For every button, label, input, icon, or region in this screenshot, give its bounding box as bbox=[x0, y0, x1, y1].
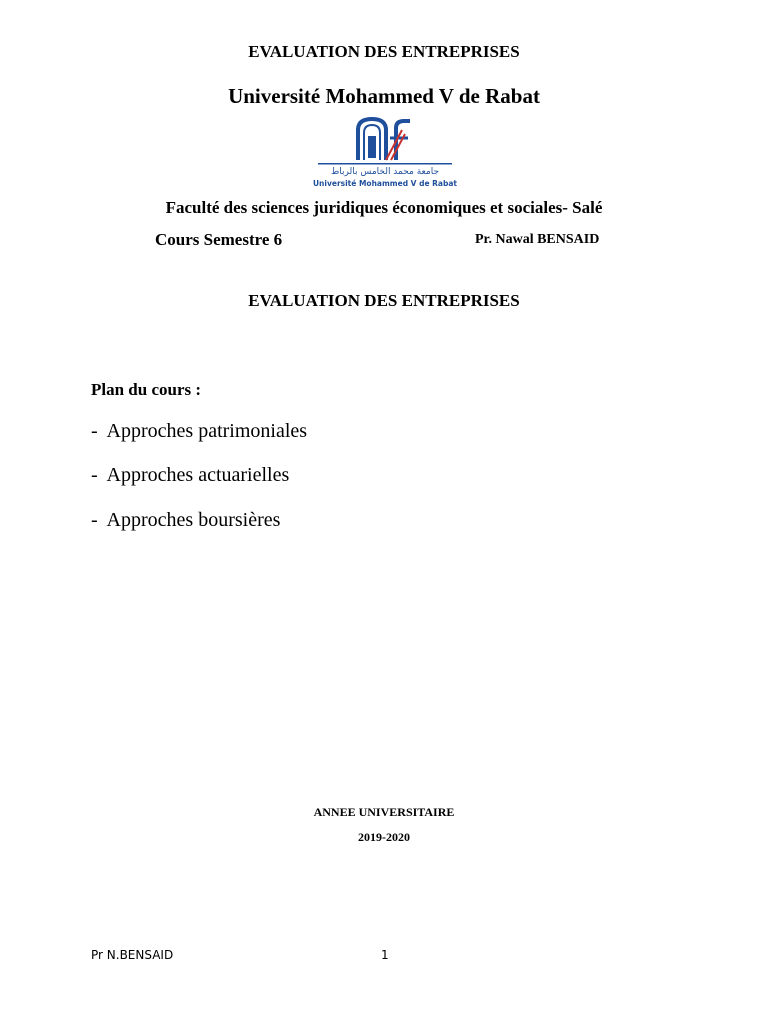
course-title: EVALUATION DES ENTREPRISES bbox=[248, 291, 520, 310]
academic-year-value: 2019-2020 bbox=[358, 830, 410, 844]
logo-arabic-text: جامعة محمد الخامس بالرباط bbox=[330, 167, 440, 177]
footer-page-number: 1 bbox=[381, 948, 389, 962]
university-logo bbox=[312, 116, 458, 190]
footer-author: Pr N.BENSAID bbox=[91, 948, 174, 962]
faculty-name: Faculté des sciences juridiques économiques et sociales- Salé bbox=[165, 198, 603, 217]
course-semester: Cours Semestre 6 bbox=[155, 230, 283, 249]
plan-list-item: - Approches boursières bbox=[91, 509, 281, 531]
plan-list-item: - Approches actuarielles bbox=[91, 464, 290, 486]
plan-list-item: - Approches patrimoniales bbox=[91, 420, 308, 442]
professor-name: Pr. Nawal BENSAID bbox=[475, 232, 600, 247]
university-title: Université Mohammed V de Rabat bbox=[228, 84, 540, 108]
plan-label: Plan du cours : bbox=[91, 380, 202, 399]
document-header-title: EVALUATION DES ENTREPRISES bbox=[248, 42, 520, 61]
logo-latin-text: Université Mohammed V de Rabat bbox=[312, 179, 458, 188]
logo-emblem-icon bbox=[312, 116, 458, 190]
academic-year-label: ANNEE UNIVERSITAIRE bbox=[313, 805, 455, 819]
